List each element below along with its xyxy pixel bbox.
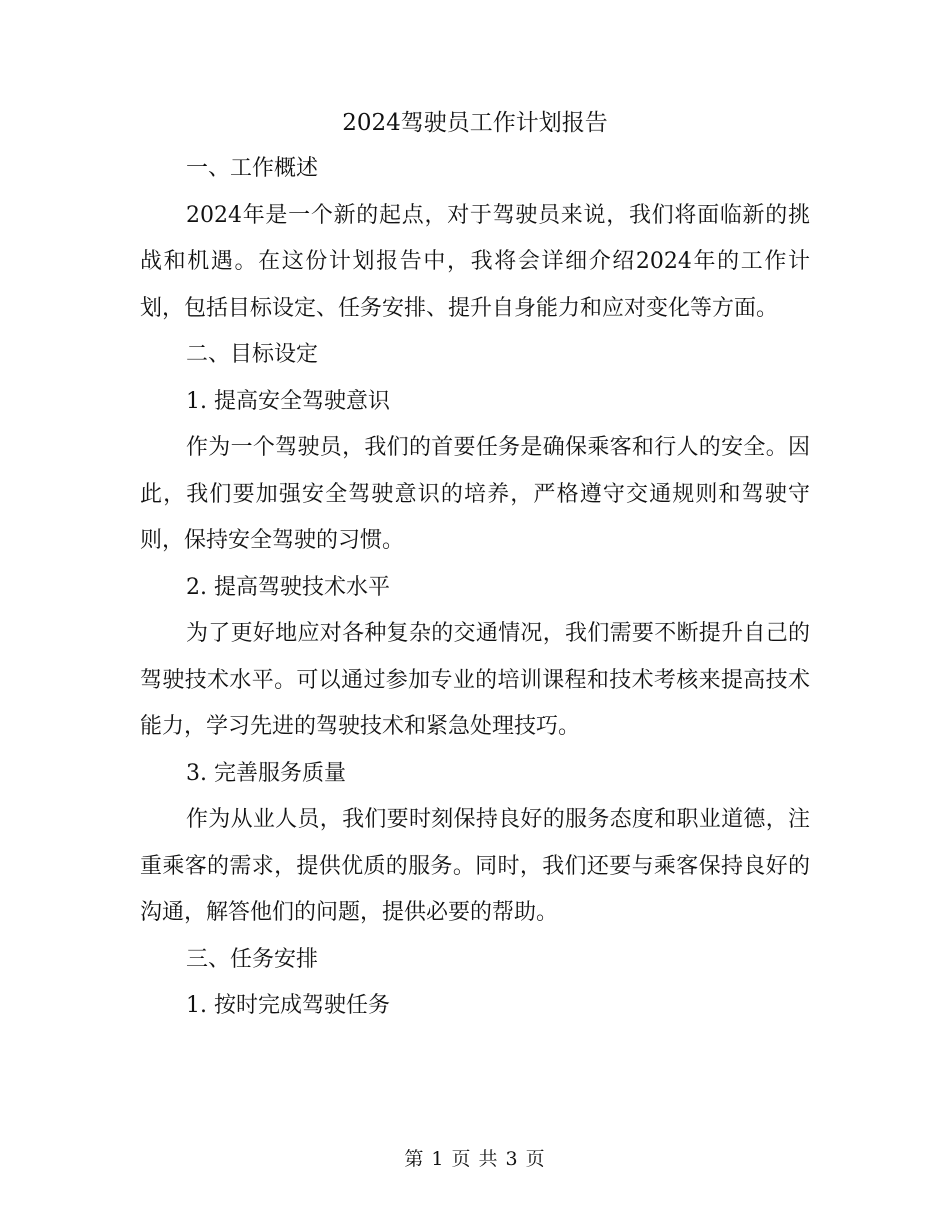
section-heading-goals: 二、目标设定 xyxy=(186,342,319,367)
paragraph-skills: 为了更好地应对各种复杂的交通情况，我们需要不断提升自己的驾驶技术水平。可以通过参加专业的培训课程和技术考核来提高技术能力，学习先进的驾驶技术和紧急处理技巧。 xyxy=(140,621,810,739)
subheading-on-time: 1. 按时完成驾驶任务 xyxy=(186,993,390,1018)
subheading-service: 3. 完善服务质量 xyxy=(186,760,346,786)
subheading-safety: 1. 提高安全驾驶意识 xyxy=(186,388,390,414)
paragraph-service: 作为从业人员，我们要时刻保持良好的服务态度和职业道德，注重乘客的需求，提供优质的服务。同时，我们还要与乘客保持良好的沟通，解答他们的问题，提供必要的帮助。 xyxy=(140,807,810,925)
section-heading-tasks: 三、任务安排 xyxy=(186,946,319,972)
document-body xyxy=(140,100,810,1030)
document-title: 2024驾驶员工作计划报告 xyxy=(342,110,608,136)
paragraph-safety: 作为一个驾驶员，我们的首要任务是确保乘客和行人的安全。因此，我们要加强安全驾驶意识的培养，严格遵守交通规则和驾驶守则，保持安全驾驶的习惯。 xyxy=(140,435,810,553)
paragraph-overview: 2024年是一个新的起点，对于驾驶员来说，我们将面临新的挑战和机遇。在这份计划报告中，我将会详细介绍2024年的工作计划，包括目标设定、任务安排、提升自身能力和应对变化等方面。 xyxy=(140,202,810,321)
page-number-footer: 第 1 页 共 3 页 xyxy=(404,1148,546,1170)
section-heading-overview: 一、工作概述 xyxy=(186,156,319,181)
subheading-skills: 2. 提高驾驶技术水平 xyxy=(186,574,390,600)
